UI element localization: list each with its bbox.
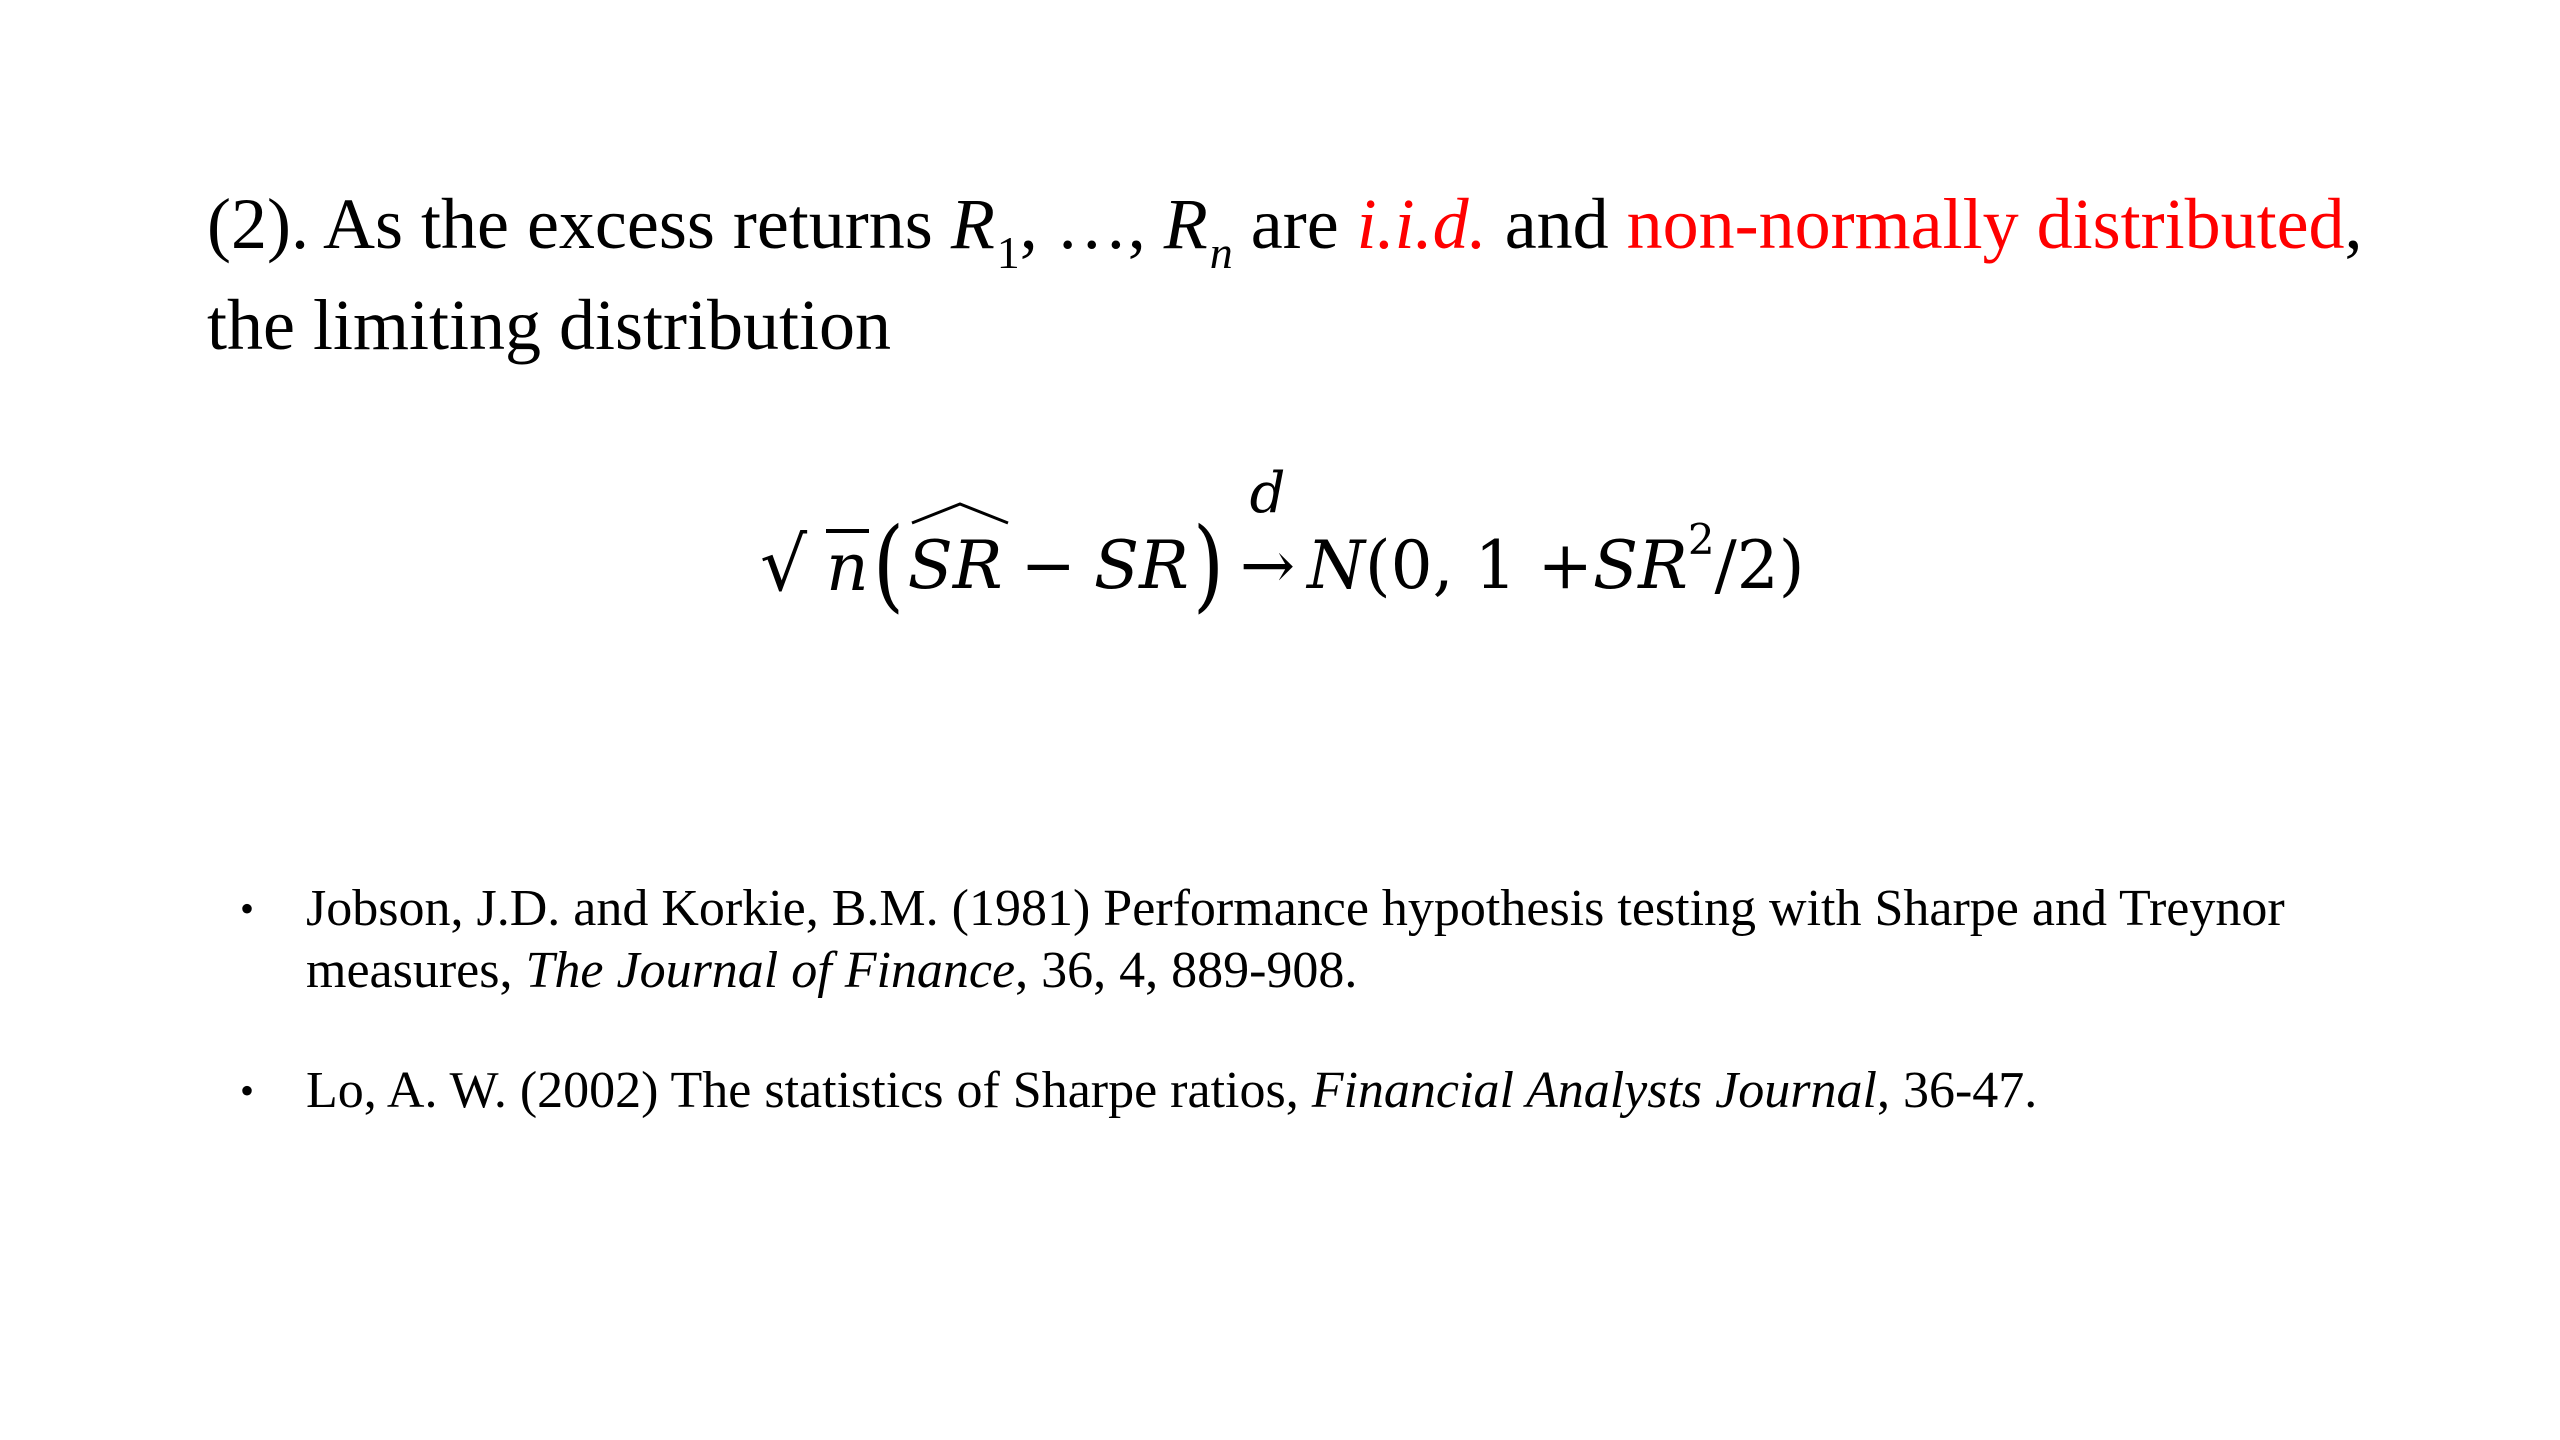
subscript-n: n — [1209, 227, 1233, 278]
var-r1: R — [950, 184, 995, 264]
intro-ellipsis: , …, — [1019, 184, 1164, 264]
intro-are: are — [1232, 184, 1357, 264]
reference-line-1 — [306, 1060, 2440, 1122]
sr-squared-base: SR — [1592, 526, 1688, 604]
reference-prefix: measures, — [306, 942, 526, 999]
intro-comma: , — [2344, 184, 2363, 264]
hat-accent — [910, 501, 1010, 525]
args-close: /2) — [1714, 526, 1805, 604]
intro-prefix: (2). As the excess returns — [207, 184, 951, 264]
references-list — [240, 878, 2440, 1180]
subscript-1: 1 — [996, 227, 1020, 278]
sr-hat — [908, 527, 1003, 604]
bullet-icon: • — [240, 886, 255, 931]
non-normal-highlight: non-normally distributed — [1626, 184, 2345, 264]
intro-text — [207, 178, 2507, 371]
superscript-2: 2 — [1687, 514, 1715, 564]
reference-prefix: Lo, A. W. (2002) The statistics of Sharpe ratios, — [306, 1062, 1312, 1119]
reference-suffix: , 36, 4, 889-908. — [1015, 942, 1358, 999]
iid-highlight: i.i.d. — [1356, 184, 1487, 264]
journal-title: The Journal of Finance — [525, 942, 1016, 999]
args-open: (0, 1 + — [1364, 526, 1593, 604]
reference-line-2 — [306, 940, 2440, 1002]
converges-arrow — [1239, 460, 1296, 604]
arrow-label-d: d — [1249, 460, 1286, 526]
open-paren: ( — [872, 506, 904, 623]
journal-title: Financial Analysts Journal — [1311, 1062, 1877, 1119]
reference-item — [240, 1060, 2440, 1122]
sr-hat-text: SR — [907, 526, 1003, 604]
reference-suffix: , 36-47. — [1876, 1062, 2038, 1119]
close-paren: ) — [1192, 506, 1224, 623]
intro-line-2: the limiting distribution — [207, 285, 891, 365]
limiting-distribution-formula — [760, 460, 1805, 645]
intro-and: and — [1486, 184, 1627, 264]
bullet-icon: • — [240, 1068, 255, 1113]
var-rn: R — [1163, 184, 1208, 264]
reference-line-1: Jobson, J.D. and Korkie, B.M. (1981) Performance hypothesis testing with Sharpe and Treynor — [306, 880, 2285, 937]
sqrt-n — [760, 522, 869, 608]
sr-term: SR — [1093, 526, 1189, 604]
reference-item — [240, 878, 2440, 1002]
arrow-symbol: → — [1239, 526, 1296, 604]
sqrt-sign: √ — [760, 522, 808, 608]
sqrt-radicand: n — [826, 529, 869, 606]
intro-line-1 — [207, 178, 2507, 279]
normal-n: N — [1307, 526, 1365, 604]
minus-sign: − — [1020, 526, 1076, 604]
